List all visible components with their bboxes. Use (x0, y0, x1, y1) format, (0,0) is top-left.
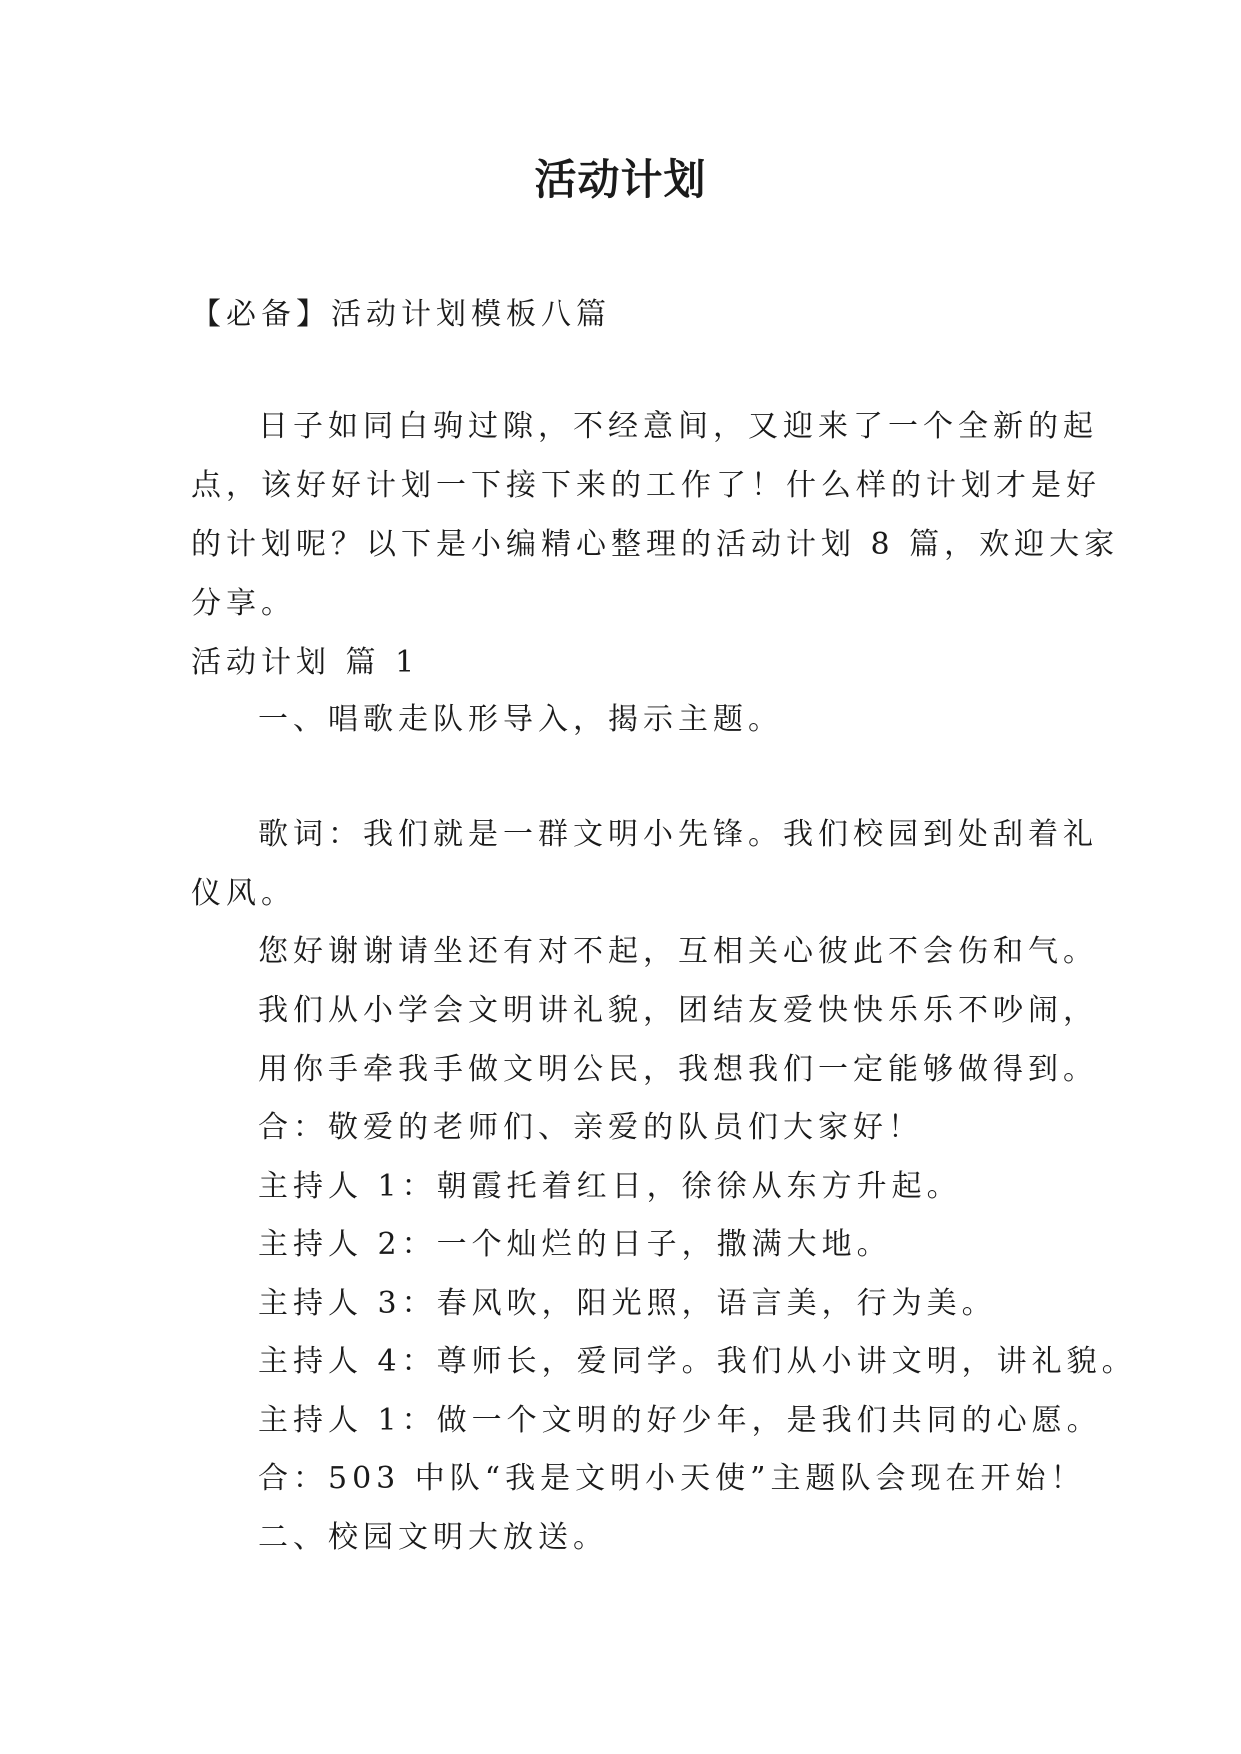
intro-line: 分享。 (191, 586, 296, 621)
lyrics-line: 仪风。 (191, 876, 296, 911)
dialogue-line: 主持人 3：春风吹，阳光照，语言美，行为美。 (258, 1286, 997, 1321)
document-subtitle: 【必备】活动计划模板八篇 (191, 297, 611, 332)
song-line: 用你手牵我手做文明公民，我想我们一定能够做得到。 (258, 1052, 1098, 1087)
intro-line: 日子如同白驹过隙，不经意间，又迎来了一个全新的起 (258, 409, 1098, 444)
section-heading: 活动计划 篇 1 (191, 645, 420, 680)
dialogue-line: 合：503 中队“我是文明小天使”主题队会现在开始！ (258, 1461, 1086, 1496)
song-line: 您好谢谢请坐还有对不起，互相关心彼此不会伤和气。 (258, 934, 1098, 969)
dialogue-line: 主持人 1：朝霞托着红日，徐徐从东方升起。 (258, 1169, 962, 1204)
dialogue-line: 合：敬爱的老师们、亲爱的队员们大家好！ (258, 1110, 923, 1145)
dialogue-line: 主持人 2：一个灿烂的日子，撒满大地。 (258, 1227, 892, 1262)
dialogue-line: 主持人 1：做一个文明的好少年，是我们共同的心愿。 (258, 1403, 1102, 1438)
step-heading: 一、唱歌走队形导入，揭示主题。 (258, 702, 783, 737)
document-title: 活动计划 (534, 155, 707, 204)
dialogue-line: 主持人 4：尊师长，爱同学。我们从小讲文明，讲礼貌。 (258, 1344, 1137, 1379)
step-heading: 二、校园文明大放送。 (258, 1520, 608, 1555)
intro-line: 点，该好好计划一下接下来的工作了！什么样的计划才是好 (191, 468, 1101, 503)
lyrics-line: 歌词：我们就是一群文明小先锋。我们校园到处刮着礼 (258, 817, 1098, 852)
intro-line: 的计划呢？以下是小编精心整理的活动计划 8 篇，欢迎大家 (191, 527, 1120, 562)
song-line: 我们从小学会文明讲礼貌，团结友爱快快乐乐不吵闹， (258, 993, 1098, 1028)
